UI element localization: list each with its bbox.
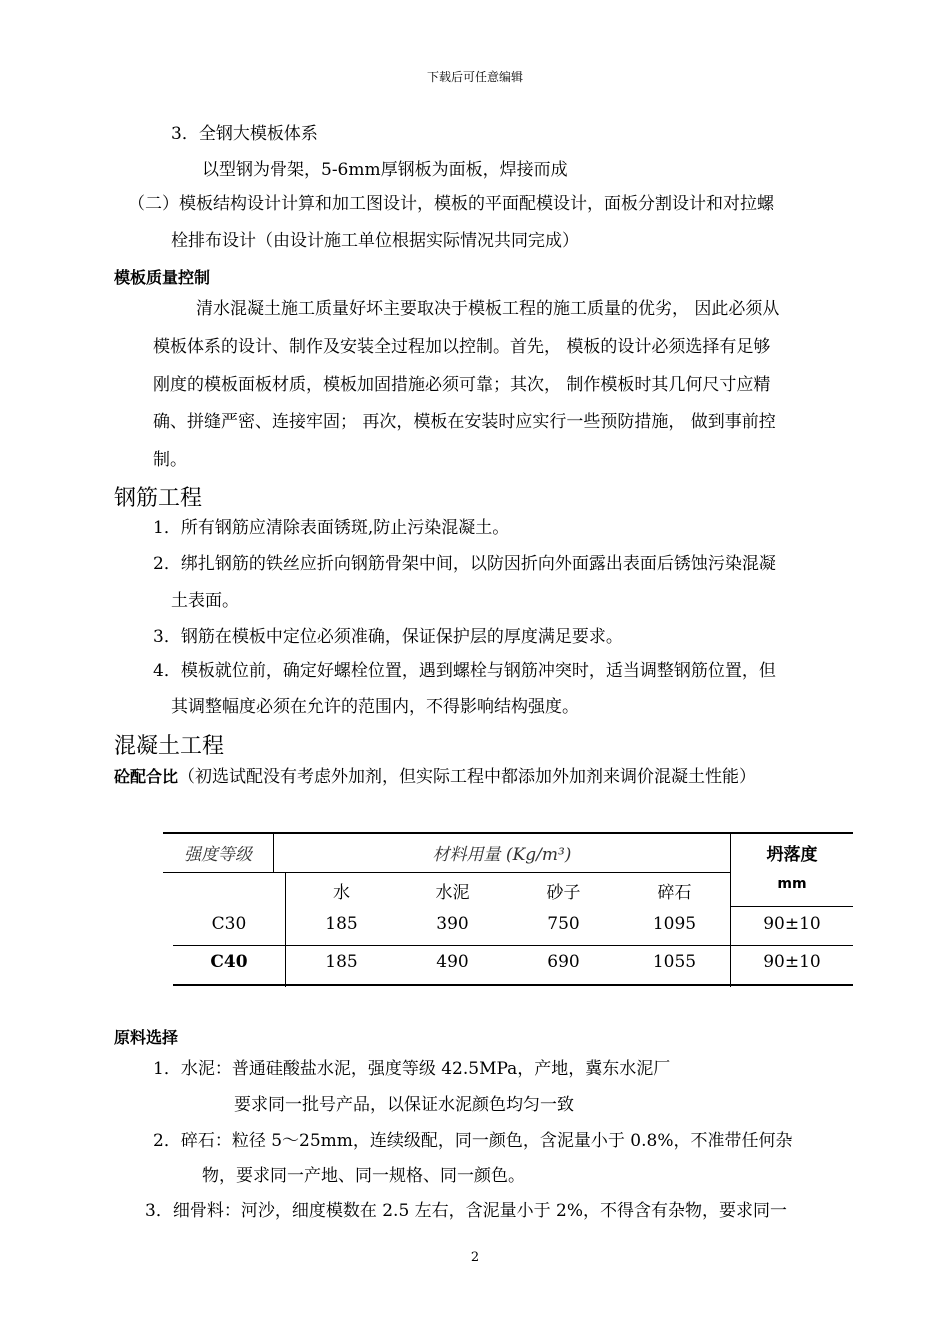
table-cell: 390	[436, 914, 469, 934]
table-top-rule	[163, 832, 853, 834]
heading-concrete: 混凝土工程	[114, 734, 225, 759]
heading-formwork-quality: 模板质量控制	[114, 268, 211, 287]
paragraph-line: （二）模板结构设计计算和加工图设计，模板的平面配模设计，面板分割设计和对拉螺	[128, 194, 774, 214]
header-slump-unit: mm	[777, 876, 807, 892]
table-rule	[173, 945, 853, 946]
row-grade: C30	[211, 914, 247, 934]
header-slump: 坍落度	[766, 845, 818, 865]
mix-ratio-table	[163, 832, 853, 987]
table-rule	[163, 872, 273, 873]
list-item: 3．钢筋在模板中定位必须准确，保证保护层的厚度满足要求。	[153, 627, 623, 647]
header-material: 材料用量 (Kg/m³)	[432, 845, 572, 865]
list-item: 2．碎石：粒径 5～25mm，连续级配，同一颜色，含泥量小于 0.8%，不准带任何杂	[153, 1131, 793, 1151]
paragraph-line: 栓排布设计（由设计施工单位根据实际情况共同完成）	[171, 231, 579, 251]
paragraph-line: 要求同一批号产品，以保证水泥颜色均匀一致	[234, 1095, 574, 1115]
subheader-sand: 砂子	[546, 883, 581, 903]
heading-raw-materials: 原料选择	[114, 1028, 179, 1047]
page-header: 下载后可任意编辑	[426, 70, 523, 84]
mix-ratio-note: （初选试配没有考虑外加剂，但实际工程中都添加外加剂来调价混凝土性能）	[178, 767, 757, 787]
mix-ratio-label: 砼配合比	[114, 767, 179, 786]
header-grade: 强度等级	[184, 845, 252, 865]
paragraph-line: 确、拼缝严密、连接牢固； 再次，模板在安装时应实行一些预防措施， 做到事前控	[153, 412, 776, 432]
table-cell: 490	[436, 952, 469, 972]
list-item: 1．所有钢筋应清除表面锈斑,防止污染混凝土。	[153, 518, 510, 538]
table-cell-slump: 90±10	[763, 914, 821, 934]
subheader-gravel: 碎石	[657, 883, 692, 903]
paragraph-line: 刚度的模板面板材质，模板加固措施必须可靠；其次， 制作模板时其几何尺寸应精	[153, 375, 771, 395]
paragraph-line: 土表面。	[171, 591, 239, 611]
paragraph-line: 以型钢为骨架，5-6mm厚钢板为面板，焊接而成	[202, 160, 568, 180]
table-cell: 690	[547, 952, 580, 972]
item-steel-formwork: 3．全钢大模板体系	[171, 124, 318, 144]
paragraph-line: 模板体系的设计、制作及安装全过程加以控制。首先， 模板的设计必须选择有足够	[153, 337, 771, 357]
table-bottom-rule	[173, 984, 853, 986]
table-cell: 750	[547, 914, 580, 934]
heading-rebar: 钢筋工程	[114, 486, 203, 511]
subheader-cement: 水泥	[435, 883, 470, 903]
table-rule	[730, 906, 853, 907]
table-cell-slump: 90±10	[763, 952, 821, 972]
table-rule	[273, 872, 730, 873]
table-cell: 1055	[652, 952, 697, 972]
list-item: 3．细骨料：河沙，细度模数在 2.5 左右，含泥量小于 2%，不得含有杂物，要求同一	[145, 1201, 788, 1221]
paragraph-line: 物，要求同一产地、同一规格、同一颜色。	[202, 1166, 525, 1186]
paragraph-line: 清水混凝土施工质量好坏主要取决于模板工程的施工质量的优劣， 因此必须从	[196, 299, 780, 319]
page-number: 2	[470, 1250, 480, 1265]
list-item: 1．水泥：普通硅酸盐水泥，强度等级 42.5MPa，产地，冀东水泥厂	[153, 1059, 671, 1079]
row-grade: C40	[210, 952, 248, 972]
paragraph-line: 制。	[153, 450, 187, 470]
list-item: 2．绑扎钢筋的铁丝应折向钢筋骨架中间，以防因折向外面露出表面后锈蚀污染混凝	[153, 554, 776, 574]
paragraph-line: 其调整幅度必须在允许的范围内，不得影响结构强度。	[171, 697, 579, 717]
mix-ratio-title	[114, 767, 756, 787]
list-item: 4．模板就位前，确定好螺栓位置，遇到螺栓与钢筋冲突时，适当调整钢筋位置，但	[153, 661, 776, 681]
table-cell: 1095	[652, 914, 697, 934]
table-cell: 185	[325, 914, 358, 934]
subheader-water: 水	[333, 883, 350, 903]
table-cell: 185	[325, 952, 358, 972]
